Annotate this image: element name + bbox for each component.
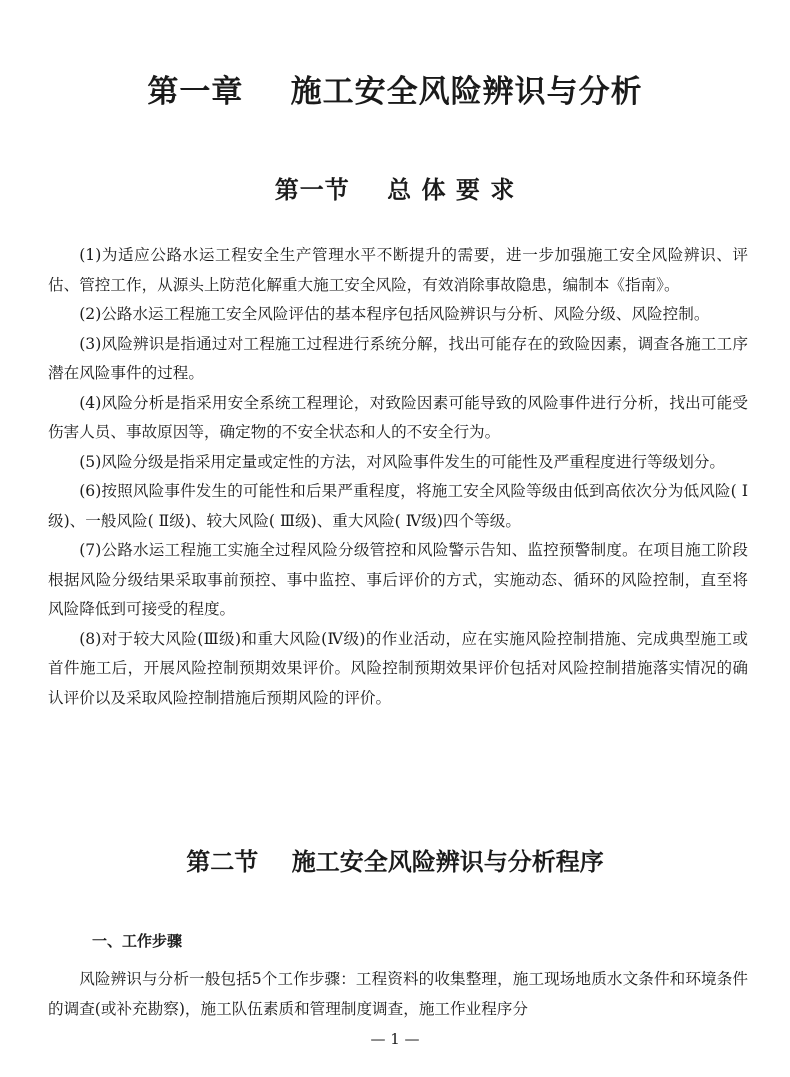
paragraph-1: (1)为适应公路水运工程安全生产管理水平不断提升的需要，进一步加强施工安全风险辨识、评估、管控工作，从源头上防范化解重大施工安全风险，有效消除事故隐患，编制本《指南》。 [48,246,748,294]
paragraph-4: (4)风险分析是指采用安全系统工程理论，对致险因素可能导致的风险事件进行分析，找出可能受伤害人员、事故原因等，确定物的不安全状态和人的不安全行为。 [48,393,748,441]
paragraph-7: (7)公路水运工程施工实施全过程风险分级管控和风险警示告知、监控预警制度。在项目施工阶段根据风险分级结果采取事前预控、事中监控、事后评价的方式，实施动态、循环的风险控制，直至将风险降低到可接受的程度。 [48,541,748,618]
subheading-work-steps: 一、工作步骤 [92,932,183,950]
section-1-body [48,241,748,713]
paragraph-2: (2)公路水运工程施工安全风险评估的基本程序包括风险辨识与分析、风险分级、风险控制。 [79,305,710,323]
paragraph-3: (3)风险辨识是指通过对工程施工过程进行系统分解，找出可能存在的致险因素，调查各施工工序潜在风险事件的过程。 [48,334,748,382]
paragraph-work-steps: 风险辨识与分析一般包括5个工作步骤：工程资料的收集整理，施工现场地质水文条件和环境条件的调查(或补充勘察)，施工队伍素质和管理制度调查，施工作业程序分 [48,970,748,1018]
paragraph-6: (6)按照风险事件发生的可能性和后果严重程度，将施工安全风险等级由低到高依次分为低风险( Ⅰ级)、一般风险( Ⅱ级)、较大风险( Ⅲ级)、重大风险( Ⅳ级)四个等级。 [48,482,748,530]
paragraph-8: (8)对于较大风险(Ⅲ级)和重大风险(Ⅳ级)的作业活动，应在实施风险控制措施、完成典型施工或首件施工后，开展风险控制预期效果评价。风险控制预期效果评价包括对风险控制措施落实情况的确认评价以及采取风险控制措施后预期风险的评价。 [48,629,748,707]
section-title-identification-procedure: 第二节 施工安全风险辨识与分析程序 [186,848,604,876]
page-number: — 1 — [370,1030,420,1048]
section-title-general-requirements: 第一节 总 体 要 求 [274,176,516,204]
chapter-title: 第一章 施工安全风险辨识与分析 [147,74,643,110]
section-2-body [48,965,748,1024]
paragraph-5: (5)风险分级是指采用定量或定性的方法，对风险事件发生的可能性及严重程度进行等级划分。 [79,452,726,471]
